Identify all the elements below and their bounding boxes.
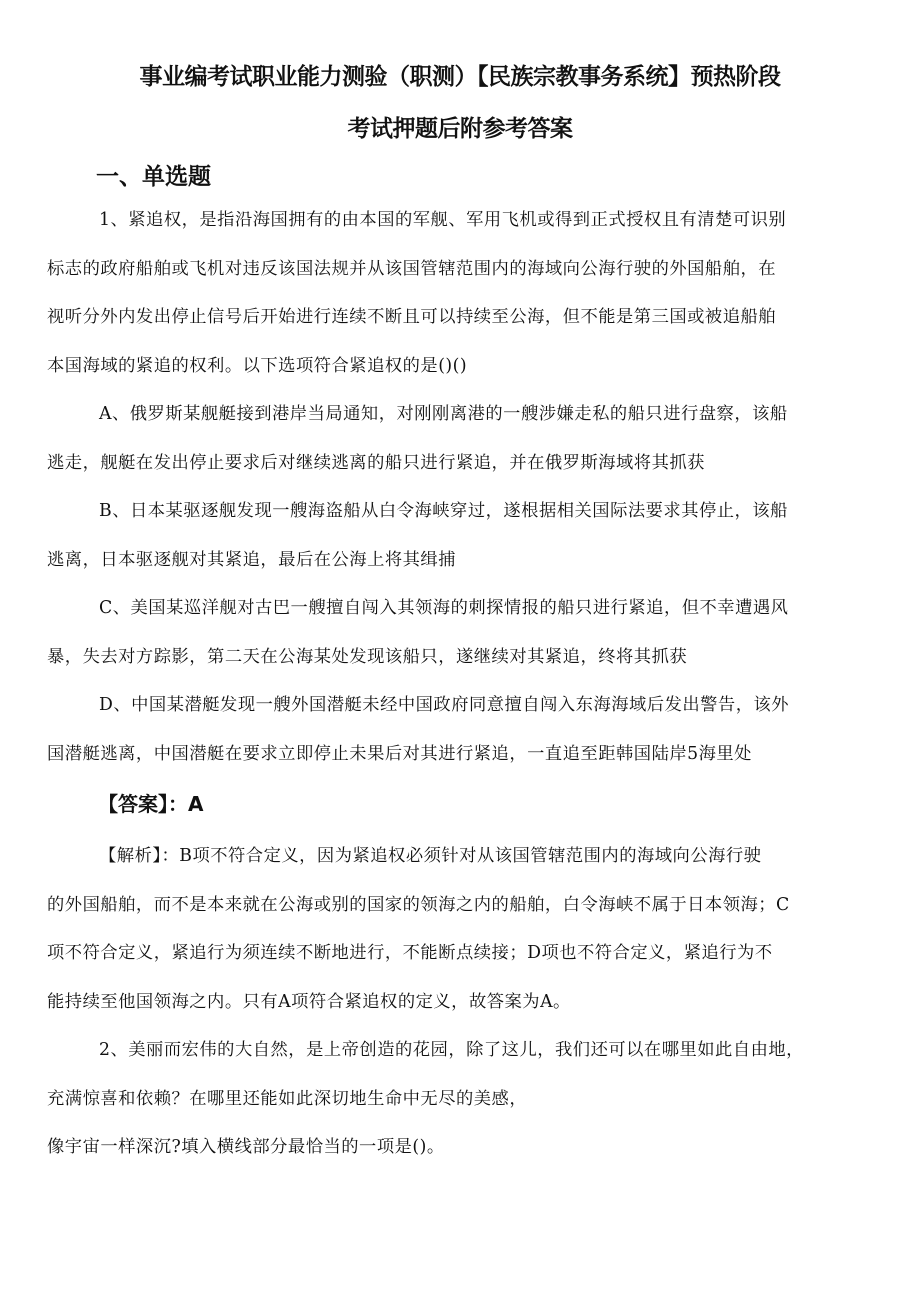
document-title-line-2: 考试押题后附参考答案	[347, 116, 573, 142]
document-title-line-1: 事业编考试职业能力测验（职测）【民族宗教事务系统】预热阶段	[139, 64, 781, 90]
option-line: 逃离，日本驱逐舰对其紧追，最后在公海上将其缉捕	[47, 549, 456, 570]
option-line: 逃走，舰艇在发出停止要求后对继续逃离的船只进行紧追，并在俄罗斯海域将其抓获	[47, 452, 705, 473]
section-heading: 一、单选题	[96, 164, 211, 190]
analysis-line: 的外国船舶，而不是本来就在公海或别的国家的领海之内的船舶，白令海峡不属于日本领海；C	[47, 894, 790, 915]
option-line: B、日本某驱逐舰发现一艘海盗船从白令海峡穿过，遂根据相关国际法要求其停止，该船	[99, 501, 788, 521]
question-1-answer: 【答案】：A	[98, 792, 204, 816]
stem-line: 像宇宙一样深沉?填入横线部分最恰当的一项是()。	[47, 1137, 445, 1157]
stem-line: 视听分外内发出停止信号后开始进行连续不断且可以持续至公海，但不能是第三国或被追船舶	[47, 307, 777, 327]
analysis-line: 【解析】：B项不符合定义，因为紧追权必须针对从该国管辖范围内的海域向公海行驶	[99, 846, 762, 866]
question-1-option-d	[47, 681, 873, 778]
question-1-stem	[47, 196, 873, 390]
analysis-line: 能持续至他国领海之内。只有A项符合紧追权的定义，故答案为A。	[47, 991, 571, 1012]
question-1-option-c	[47, 584, 873, 681]
question-1-option-b	[47, 487, 873, 584]
stem-line: 1、紧追权，是指沿海国拥有的由本国的军舰、军用飞机或得到正式授权且有清楚可识别	[99, 210, 787, 230]
stem-line: 本国海域的紧追的权利。以下选项符合紧追权的是()()	[47, 355, 468, 376]
question-1-analysis	[47, 832, 873, 1026]
analysis-line: 项不符合定义，紧追行为须连续不断地进行，不能断点续接；D项也不符合定义，紧追行为不	[47, 943, 773, 963]
question-1-option-a	[47, 390, 873, 487]
option-line: 国潜艇逃离，中国潜艇在要求立即停止未果后对其进行紧追，一直追至距韩国陆岸5海里处	[47, 743, 752, 764]
stem-line: 2、美丽而宏伟的大自然，是上帝创造的花园，除了这儿，我们还可以在哪里如此自由地，	[99, 1040, 804, 1060]
stem-line: 充满惊喜和依赖？在哪里还能如此深切地生命中无尽的美感，	[47, 1088, 528, 1109]
option-line: D、中国某潜艇发现一艘外国潜艇未经中国政府同意擅自闯入东海海域后发出警告，该外	[99, 695, 790, 715]
question-2-stem	[47, 1026, 873, 1172]
option-line: 暴，失去对方踪影，第二天在公海某处发现该船只，遂继续对其紧追，终将其抓获	[47, 646, 688, 667]
stem-line: 标志的政府船舶或飞机对违反该国法规并从该国管辖范围内的海域向公海行驶的外国船舶，在	[47, 258, 777, 279]
option-line: C、美国某巡洋舰对古巴一艘擅自闯入其领海的刺探情报的船只进行紧追，但不幸遭遇风	[99, 598, 789, 618]
option-line: A、俄罗斯某舰艇接到港岸当局通知，对刚刚离港的一艘涉嫌走私的船只进行盘察，该船	[99, 404, 788, 424]
